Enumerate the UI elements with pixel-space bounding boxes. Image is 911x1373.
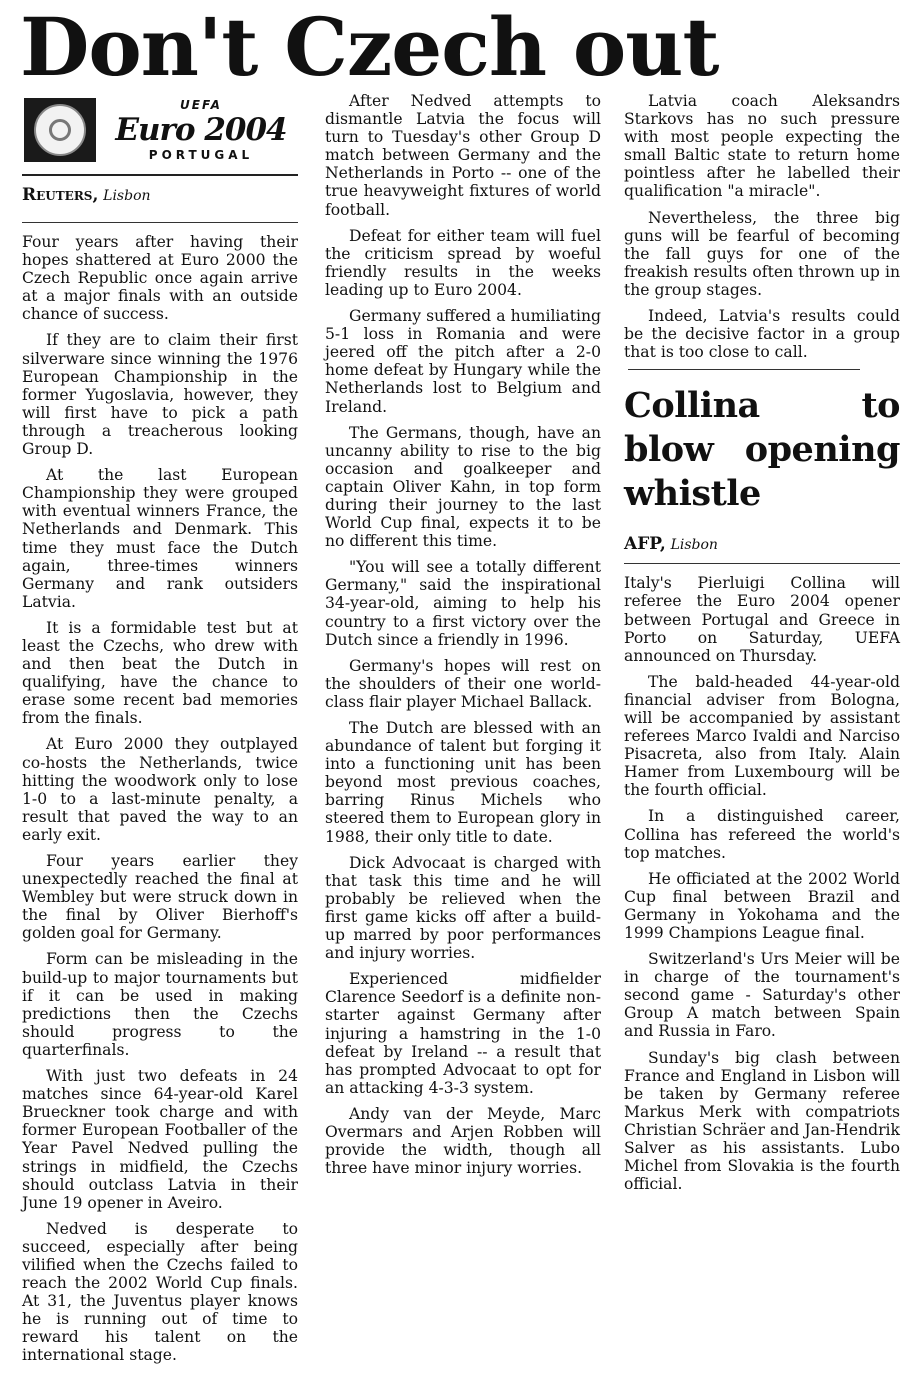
byline-agency: AFP, — [624, 534, 666, 555]
paragraph: If they are to claim their first silverware since winning the 1976 European Championship in the former Yugoslavia, however, they will first have to pick a path through a treacherous looking Group D. — [22, 331, 298, 459]
subhead: Collina to blow opening whistle — [624, 385, 900, 515]
euro-2004-logo — [22, 92, 298, 176]
paragraph: Andy van der Meyde, Marc Overmars and Arjen Robben will provide the width, though all three have minor injury worries. — [325, 1104, 601, 1178]
paragraph: The Dutch are blessed with an abundance of talent but forging it into a functioning unit has been beyond most previous coaches, barring Rinus Michels who steered them to European glory in 1988, their only title to date. — [325, 719, 601, 846]
paragraph: He officiated at the 2002 World Cup final between Brazil and Germany in Yokohama and the 1999 Champions League final. — [624, 869, 900, 942]
byline-rule — [624, 563, 900, 564]
paragraph: With just two defeats in 24 matches since 64-year-old Karel Brueckner took charge and with former European Footballer of the Year Pavel Nedved pulling the strings in midfield, the Czechs should outclass Latvia in their June 19 opener in Aveiro. — [22, 1067, 298, 1212]
paragraph: The Germans, though, have an uncanny ability to rise to the big occasion and goalkeeper and captain Oliver Kahn, in top form during their journey to the last World Cup final, expects it to be no different this time. — [325, 423, 601, 551]
paragraph: Indeed, Latvia's results could be the decisive factor in a group that is too close to call. — [624, 307, 900, 362]
paragraph: The bald-headed 44-year-old financial adviser from Bologna, will be accompanied by assistant referees Marco Ivaldi and Narciso Pisacreta, also from Italy. Alain Hamer from Luxembourg will be the fourth official. — [624, 672, 900, 800]
column-2 — [325, 92, 601, 1185]
byline-city: Lisbon — [103, 188, 151, 204]
logo-euro-text: Euro 2004 — [115, 112, 287, 149]
paragraph: Latvia coach Aleksandrs Starkovs has no such pressure with most people expecting the small Baltic state to return home pointless after he labelled their qualification "a miracle". — [624, 92, 900, 201]
paragraph: Defeat for either team will fuel the criticism spread by woeful friendly results in the weeks leading up to Euro 2004. — [325, 226, 601, 299]
paragraph: After Nedved attempts to dismantle Latvia the focus will turn to Tuesday's other Group D match between Germany and the Netherlands in Porto -- one of the true heavyweight fixtures of world football. — [325, 92, 601, 219]
paragraph: Italy's Pierluigi Collina will referee the Euro 2004 opener between Portugal and Greece in Porto on Saturday, UEFA announced on Thursday. — [624, 574, 900, 665]
byline-afp — [624, 534, 900, 555]
paragraph: Form can be misleading in the build-up to major tournaments but if it can be used in making predictions then the Czechs should progress to the quarterfinals. — [22, 950, 298, 1059]
football-icon — [24, 98, 96, 162]
paragraph: Nedved is desperate to succeed, especially after being vilified when the Czechs failed to reach the 2002 World Cup finals. At 31, the Juventus player knows he is running out of time to reward his talent on the international stage. — [22, 1219, 298, 1365]
paragraph: Four years after having their hopes shattered at Euro 2000 the Czech Republic once again arrive at a major finals with an outside chance of success. — [22, 233, 298, 324]
paragraph: Sunday's big clash between France and England in Lisbon will be taken by Germany referee Markus Merk with compatriots Christian Schräer and Jan-Hendrik Salver as his assistants. Lubo Michel from Slovakia is the fourth official. — [624, 1048, 900, 1194]
paragraph: Four years earlier they unexpectedly reached the final at Wembley but were struck down in the final by Oliver Bierhoff's golden goal for Germany. — [22, 852, 298, 943]
byline-rule — [22, 222, 298, 223]
logo-portugal-text: PORTUGAL — [148, 148, 254, 163]
paragraph: It is a formidable test but at least the Czechs, who drew with and then beat the Dutch in qualifying, have the chance to erase some recent bad memories from the finals. — [22, 618, 298, 728]
byline-agency: Reuters, — [22, 185, 99, 205]
paragraph: Experienced midfielder Clarence Seedorf is a definite non-starter against Germany after injuring a hamstring in the 1-0 defeat by Ireland -- a result that has prompted Advocaat to opt for an attacking 4-3-3 system. — [325, 970, 601, 1097]
column-3 — [624, 92, 900, 1201]
story-divider — [628, 369, 860, 370]
paragraph: Dick Advocaat is charged with that task this time and he will probably be relieved when the first game kicks off after a build-up marred by poor performances and injury worries. — [325, 853, 601, 963]
paragraph: "You will see a totally different Germany," said the inspirational 34-year-old, aiming to help his country to a first victory over the Dutch since a friendly in 1996. — [325, 558, 601, 649]
paragraph: Germany suffered a humiliating 5-1 loss in Romania and were jeered off the pitch after a 2-0 home defeat by Hungary while the Netherlands lost to Belgium and Ireland. — [325, 307, 601, 416]
column-1 — [22, 92, 298, 1373]
paragraph: Nevertheless, the three big guns will be fearful of becoming the fall guys for one of the freakish results often thrown up in the group stages. — [624, 208, 900, 299]
paragraph: Switzerland's Urs Meier will be in charge of the tournament's second game - Saturday's other Group A match between Spain and Russia in Faro. — [624, 950, 900, 1041]
headline: Don't Czech out — [20, 0, 719, 94]
paragraph: In a distinguished career, Collina has refereed the world's top matches. — [624, 807, 900, 862]
paragraph: At Euro 2000 they outplayed co-hosts the Netherlands, twice hitting the woodwork only to lose 1-0 to a last-minute penalty, a result that paved the way to an early exit. — [22, 735, 298, 844]
logo-uefa-text: UEFA — [180, 98, 222, 112]
byline-reuters — [22, 185, 298, 206]
paragraph: At the last European Championship they were grouped with eventual winners France, the Netherlands and Denmark. This time they must face the Dutch again, three-times winners Germany and rank outsiders Latvia. — [22, 466, 298, 611]
paragraph: Germany's hopes will rest on the shoulders of their one world-class flair player Michael Ballack. — [325, 656, 601, 711]
byline-city: Lisbon — [670, 537, 718, 554]
